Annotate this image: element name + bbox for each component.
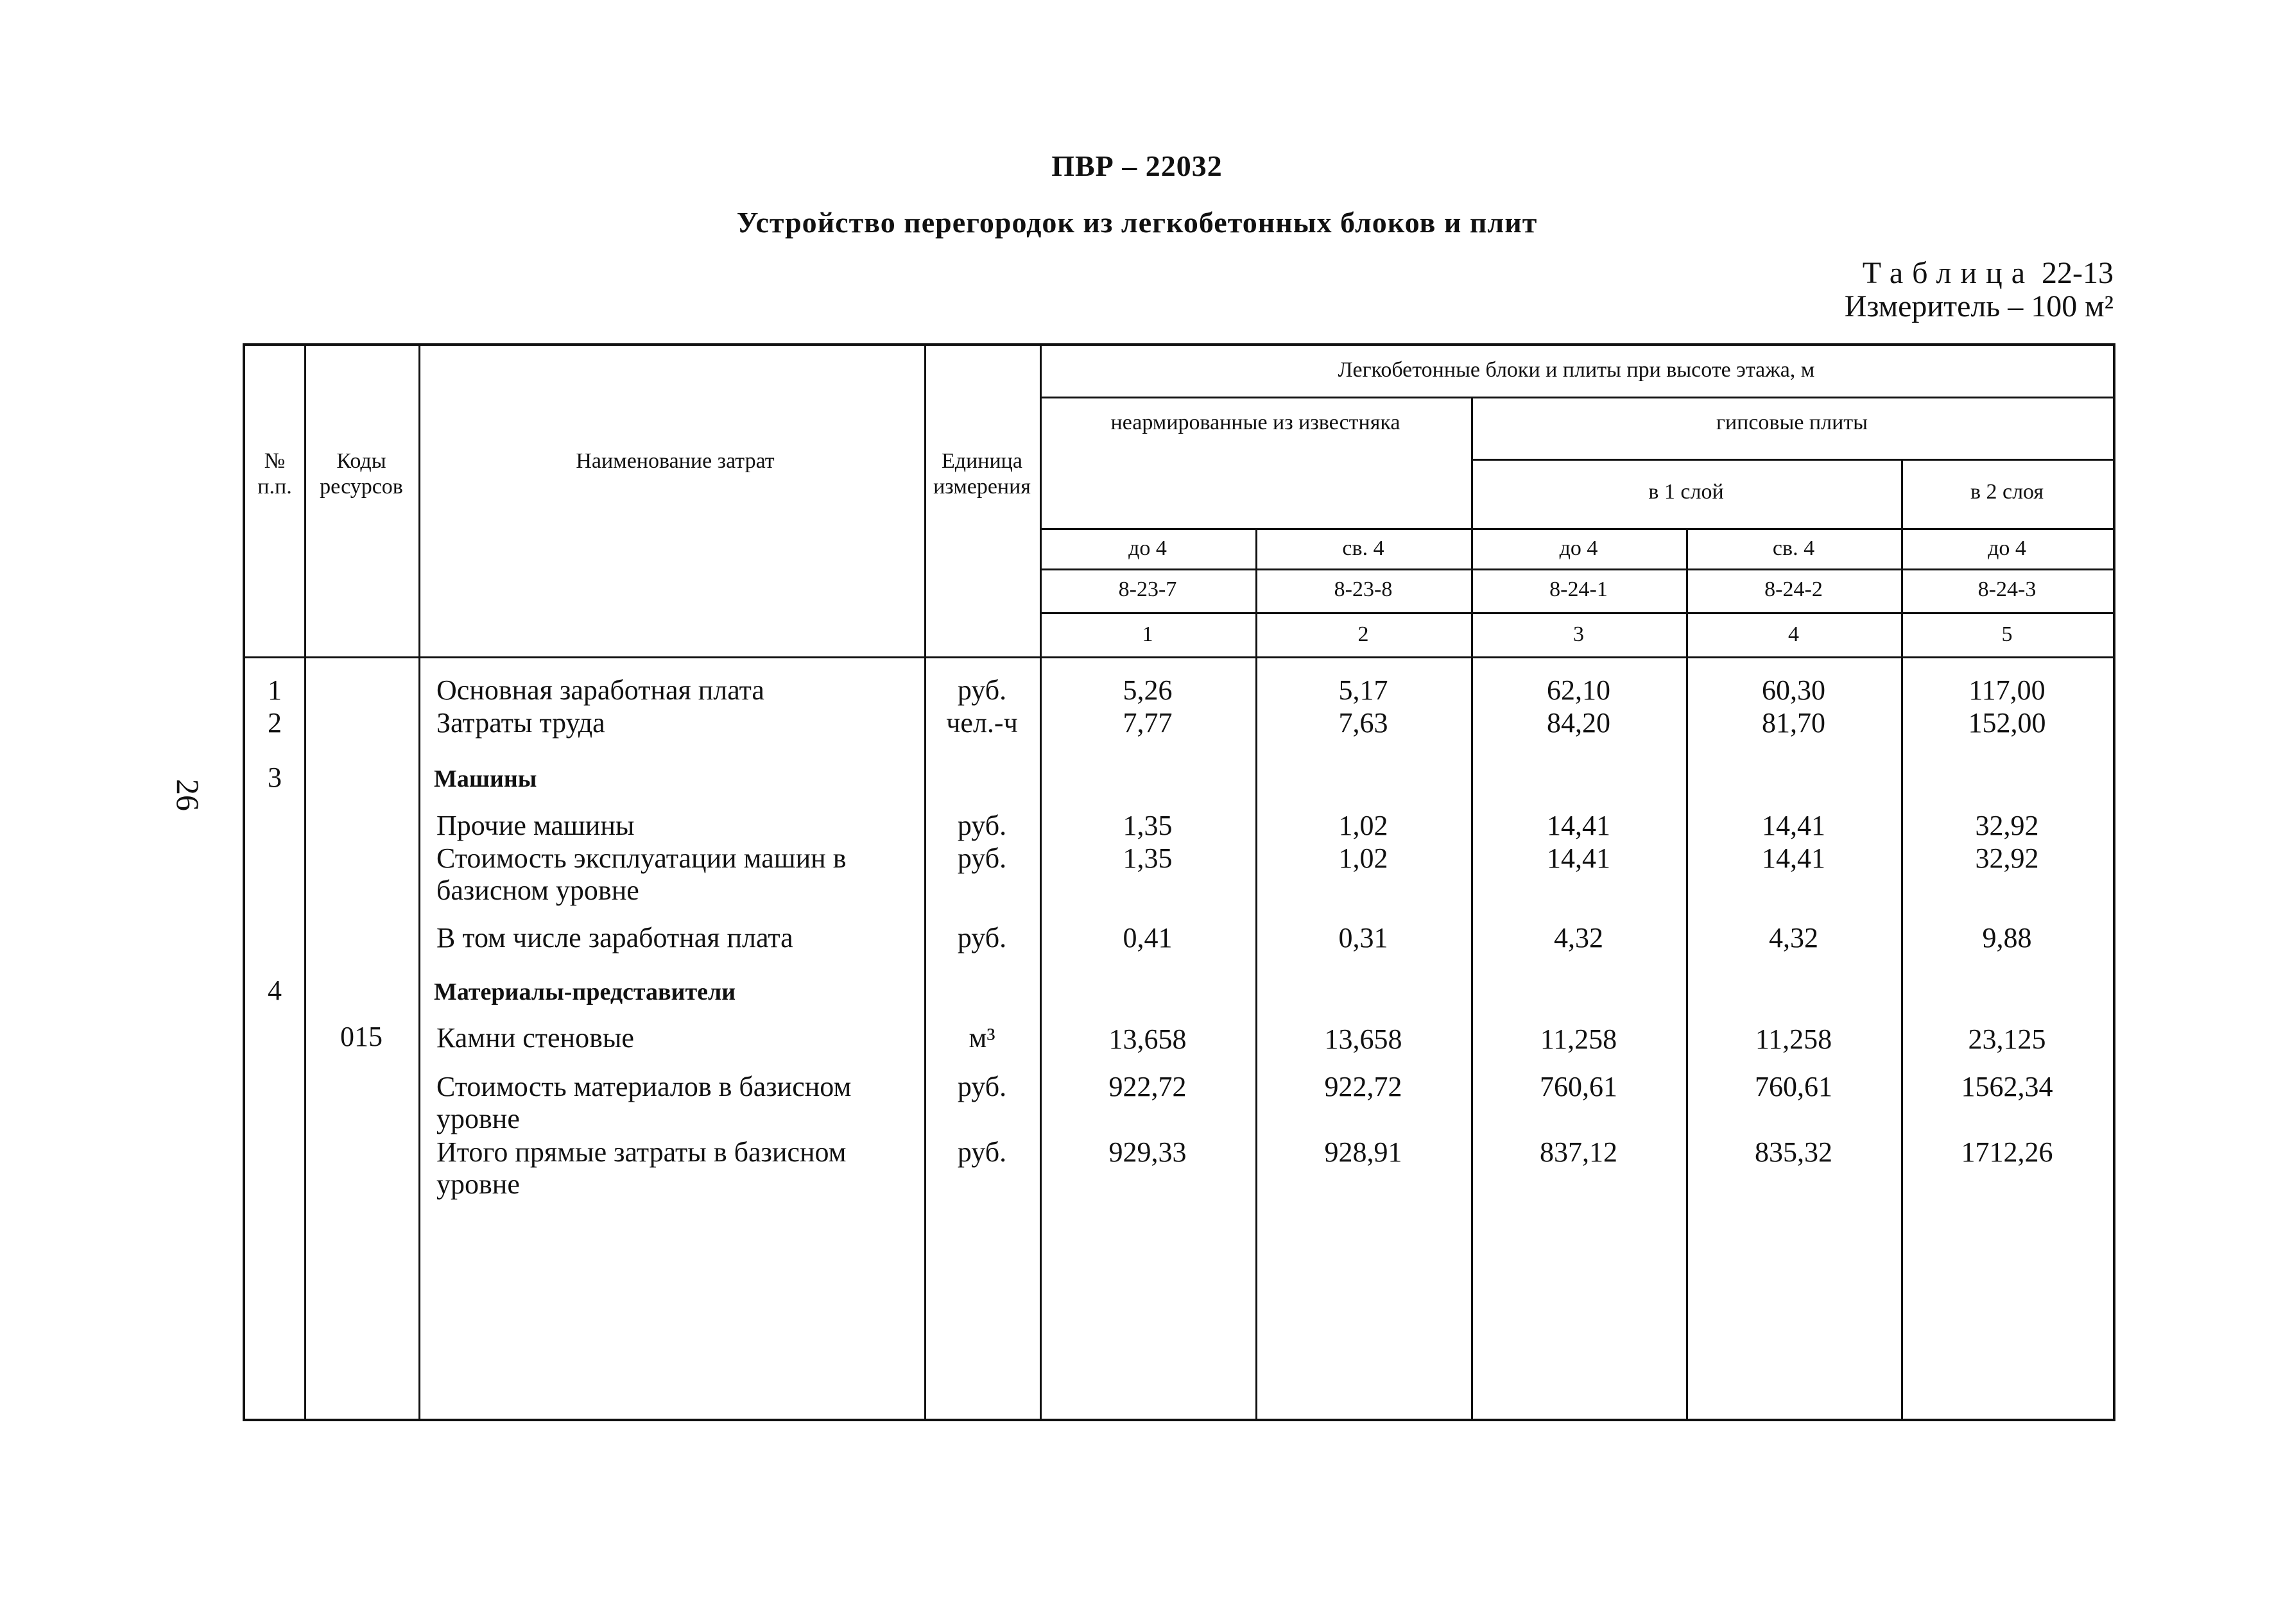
cost-name: Затраты труда [436,707,605,739]
value-col3: 837,12 [1540,1136,1617,1168]
value-col1: 13,658 [1108,1023,1187,1055]
value-col1: 1,35 [1123,842,1173,874]
column-index: 3 [1573,622,1584,646]
column-index: 1 [1142,622,1153,646]
cost-name-cont: уровне [436,1103,520,1134]
value-col3: 14,41 [1547,810,1610,841]
norm-code: 8-24-3 [1977,577,2037,601]
norm-code: 8-23-8 [1334,577,1393,601]
value-col3: 62,10 [1547,674,1610,706]
col-divider [924,346,926,1419]
cost-name: Итого прямые затраты в базисном [436,1136,847,1168]
norm-code: 8-23-7 [1118,577,1177,601]
height-label: св. 4 [1772,536,1815,560]
value-col2: 13,658 [1324,1023,1402,1055]
resource-code: 015 [340,1021,383,1052]
value-col2: 0,31 [1338,922,1388,953]
height-label: до 4 [1988,536,2026,560]
norm-code: 8-24-1 [1549,577,1608,601]
value-col4: 14,41 [1762,810,1825,841]
column-index: 5 [2001,622,2013,646]
value-col3: 84,20 [1547,707,1610,739]
section-heading: Машины [434,765,537,792]
header-unit: Единица измерения [933,449,1031,499]
value-col3: 11,258 [1540,1023,1617,1055]
row-divider [1471,459,2113,461]
value-col5: 23,125 [1968,1023,2046,1055]
row-divider [1040,528,2113,530]
value-col1: 5,26 [1123,674,1173,706]
header-group-b: гипсовые плиты [1716,411,1868,434]
cost-name: Стоимость материалов в базисном [436,1071,852,1102]
cost-unit: руб. [957,674,1007,706]
header-sub-b2: в 2 слоя [1970,480,2044,504]
value-col2: 1,02 [1338,842,1388,874]
header-codes: Коды ресурсов [320,449,403,499]
column-index: 2 [1357,622,1369,646]
row-number: 3 [268,762,282,793]
col-divider [418,346,420,1419]
col-divider [304,346,306,1419]
value-col5: 152,00 [1968,707,2046,739]
cost-unit: м³ [969,1022,995,1054]
cost-unit: руб. [957,842,1007,874]
row-number: 4 [268,975,282,1006]
document-subtitle: Устройство перегородок из легкобетонных блоков и плит [736,206,1538,239]
value-col5: 9,88 [1982,922,2032,953]
value-col3: 14,41 [1547,842,1610,874]
row-number: 1 [268,674,282,706]
value-col4: 760,61 [1755,1071,1832,1102]
value-col5: 32,92 [1975,842,2039,874]
height-label: св. 4 [1342,536,1384,560]
value-col2: 1,02 [1338,810,1388,841]
cost-unit: руб. [957,1136,1007,1168]
header-group-a: неармированные из известняка [1110,411,1400,434]
value-col1: 0,41 [1123,922,1173,953]
document-title: ПВР – 22032 [1051,150,1223,182]
unit-measure-line: Измеритель – 100 м² [1844,289,2114,323]
cost-unit: руб. [957,1071,1007,1102]
section-heading: Материалы-представители [434,979,736,1005]
cost-unit: руб. [957,810,1007,841]
value-col3: 760,61 [1540,1071,1617,1102]
value-col2: 922,72 [1324,1071,1402,1102]
value-col4: 14,41 [1762,842,1825,874]
row-number: 2 [268,707,282,739]
col-divider [1255,528,1257,1419]
cost-name: Камни стеновые [436,1022,634,1054]
value-col2: 5,17 [1338,674,1388,706]
value-col2: 7,63 [1338,707,1388,739]
cost-table [243,343,2115,1421]
cost-name: Основная заработная плата [436,674,764,706]
header-sub-b1: в 1 слой [1648,480,1724,504]
height-label: до 4 [1559,536,1598,560]
header-group-main: Легкобетонные блоки и плиты при высоте этажа, м [1338,358,1815,382]
value-col5: 1562,34 [1961,1071,2053,1102]
cost-unit: чел.-ч [946,707,1018,739]
value-col1: 929,33 [1108,1136,1187,1168]
table-number: 22-13 [2042,256,2114,290]
cost-unit: руб. [957,922,1007,953]
value-col4: 81,70 [1762,707,1825,739]
value-col4: 835,32 [1755,1136,1832,1168]
header-bottom-line [245,656,2113,658]
value-col5: 32,92 [1975,810,2039,841]
cost-name-cont: базисном уровне [436,875,639,906]
value-col4: 11,258 [1755,1023,1832,1055]
header-name: Наименование затрат [576,449,775,473]
cost-name: Прочие машины [436,810,635,841]
norm-code: 8-24-2 [1764,577,1823,601]
value-col2: 928,91 [1324,1136,1402,1168]
value-col1: 922,72 [1108,1071,1187,1102]
row-divider [1040,612,2113,614]
value-col4: 4,32 [1769,922,1818,953]
table-number-line [1863,255,2114,291]
col-divider [1040,346,1042,1419]
value-col5: 1712,26 [1961,1136,2053,1168]
cost-name: Стоимость эксплуатации машин в [436,842,847,874]
row-divider [1040,568,2113,570]
cost-name-cont: уровне [436,1168,520,1200]
height-label: до 4 [1128,536,1167,560]
cost-name: В том числе заработная плата [436,922,793,953]
value-col1: 1,35 [1123,810,1173,841]
table-word: Таблица [1862,256,2035,290]
value-col3: 4,32 [1554,922,1603,953]
header-no: № п.п. [257,449,292,499]
value-col4: 60,30 [1762,674,1825,706]
column-index: 4 [1788,622,1799,646]
value-col5: 117,00 [1968,674,2046,706]
col-divider [1686,528,1688,1419]
value-col1: 7,77 [1123,707,1173,739]
row-divider [1040,397,2113,398]
page-number: 26 [170,779,206,811]
